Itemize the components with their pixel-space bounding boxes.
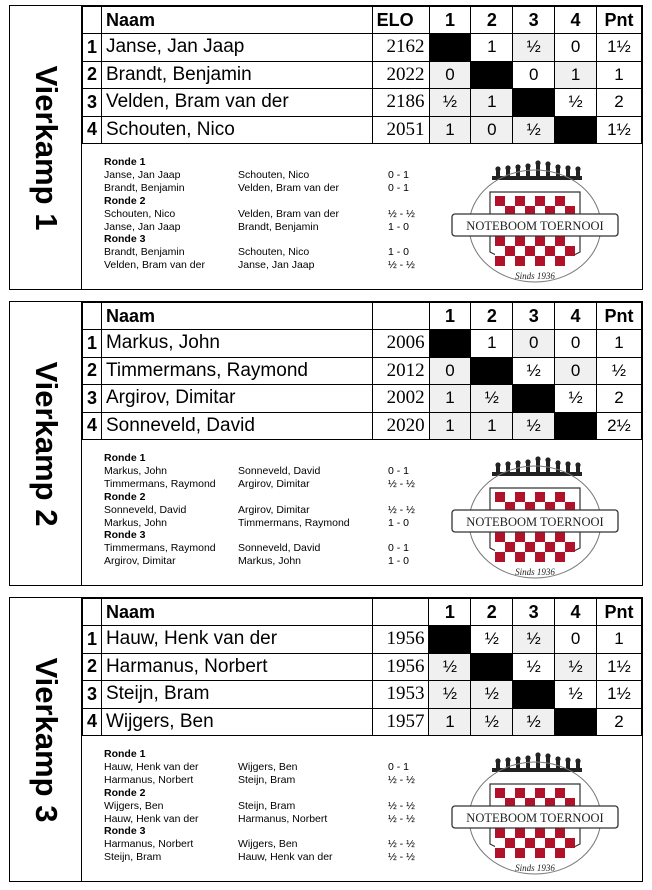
vierkamp-group [9,597,643,882]
pairing-row [104,182,434,195]
result-cell: 0 [555,330,597,358]
black-player: Argirov, Dimitar [238,477,310,490]
player-number: 4 [83,412,102,440]
result-cell: ½ [513,708,555,736]
pairing-row [104,542,434,555]
header-elo: ELO [372,7,429,34]
player-number: 4 [83,708,102,736]
logo-text: NOTEBOOM TOERNOOI [466,219,604,233]
result-cell: ½ [555,385,597,413]
pairing-row [104,465,434,478]
standings-table [82,6,642,144]
header-col-3: 3 [513,7,555,34]
player-points: 1 [597,61,642,89]
result-cell: ½ [429,681,471,709]
round-label: Ronde 2 [104,490,146,503]
result-cell: 1 [429,412,471,440]
black-player: Markus, John [238,555,302,568]
rounds-list [104,156,434,272]
white-player: Harmanus, Norbert [104,838,194,851]
black-player: Steijn, Bram [238,799,296,812]
game-result: ½ - ½ [388,812,415,825]
black-player: Velden, Bram van der [238,181,339,194]
result-cell: ½ [513,34,555,62]
player-number: 4 [83,116,102,144]
player-row [83,34,642,62]
result-cell: 0 [555,34,597,62]
player-number: 2 [83,61,102,89]
black-player: Schouten, Nico [238,246,310,259]
player-number: 1 [83,626,102,654]
rounds-list [104,452,434,568]
white-player: Brandt, Benjamin [104,246,185,259]
player-elo: 1956 [372,653,429,681]
diagonal-cell [429,626,471,654]
result-cell: ½ [429,653,471,681]
header-pnt: Pnt [597,7,642,34]
logo-since: Sinds 1936 [515,271,555,281]
game-result: 0 - 1 [388,464,410,477]
player-elo: 2186 [372,89,429,117]
vierkamp-group [9,5,643,290]
player-number: 3 [83,385,102,413]
header-naam: Naam [101,7,372,34]
pairing-row [104,221,434,234]
result-cell: ½ [429,89,471,117]
diagonal-cell [471,357,513,385]
black-player: Wijgers, Ben [238,760,298,773]
black-player: Argirov, Dimitar [238,503,310,516]
white-player: Brandt, Benjamin [104,181,185,194]
player-points: 1 [596,626,641,654]
game-result: ½ - ½ [388,259,415,272]
logo-text: NOTEBOOM TOERNOOI [466,811,604,825]
player-name: Velden, Bram van der [101,89,372,117]
result-cell: ½ [555,653,597,681]
header-col-2: 2 [471,7,513,34]
white-player: Hauw, Henk van der [104,760,199,773]
result-cell: 1 [429,385,471,413]
diagonal-cell [555,412,597,440]
player-row [83,61,642,89]
game-result: ½ - ½ [388,477,415,490]
round-label: Ronde 2 [104,194,146,207]
result-cell: 0 [513,61,555,89]
white-player: Timmermans, Raymond [104,542,216,555]
player-row [83,681,642,709]
game-result: 1 - 0 [388,555,410,568]
diagonal-cell [429,34,471,62]
player-number: 2 [83,357,102,385]
result-cell: ½ [471,385,513,413]
white-player: Markus, John [104,516,168,529]
player-elo: 2002 [372,385,429,413]
result-cell: ½ [513,653,555,681]
header-col-2: 2 [471,303,513,330]
logo-since: Sinds 1936 [515,567,555,577]
pairing-row [104,504,434,517]
player-elo: 1956 [372,626,429,654]
round-label: Ronde 1 [104,156,146,168]
noteboom-logo [450,452,620,582]
pairing-row [104,259,434,272]
result-cell: 1 [471,330,513,358]
player-elo: 2162 [372,34,429,62]
result-cell: 0 [471,116,513,144]
pairing-row [104,517,434,530]
player-points: 2 [596,708,641,736]
result-cell: 0 [429,357,471,385]
result-cell: ½ [513,412,555,440]
player-name: Wijgers, Ben [101,708,372,736]
white-player: Sonneveld, David [104,503,187,516]
player-elo: 1953 [372,681,429,709]
round-label: Ronde 3 [104,529,146,542]
pairing-row [104,555,434,568]
result-cell: ½ [471,708,513,736]
player-number: 2 [83,653,102,681]
player-elo: 2012 [372,357,429,385]
game-result: ½ - ½ [388,773,415,786]
white-player: Velden, Bram van der [104,259,205,272]
result-cell: 1 [471,34,513,62]
round-label: Ronde 1 [104,452,146,464]
result-cell: ½ [555,681,597,709]
white-player: Steijn, Bram [104,851,162,864]
vierkamp-group [9,301,643,586]
player-elo: 1957 [372,708,429,736]
result-cell: ½ [513,357,555,385]
logo-text: NOTEBOOM TOERNOOI [466,515,604,529]
result-cell: 1 [555,61,597,89]
black-player: Janse, Jan Jaap [238,259,315,272]
player-row [83,653,642,681]
result-cell: ½ [471,681,513,709]
player-name: Markus, John [101,330,372,358]
game-result: ½ - ½ [388,503,415,516]
header-pnt: Pnt [596,303,641,330]
header-naam: Naam [101,599,372,626]
pairing-row [104,800,434,813]
pairing-row [104,246,434,259]
black-player: Brandt, Benjamin [238,220,319,233]
group-title: Vierkamp 2 [29,361,64,527]
pairing-row [104,813,434,826]
player-points: ½ [596,357,641,385]
black-player: Hauw, Henk van der [238,851,333,864]
header-num-cell [83,303,102,330]
standings-table [82,598,642,736]
white-player: Schouten, Nico [104,207,176,220]
black-player: Sonneveld, David [238,464,321,477]
white-player: Harmanus, Norbert [104,773,194,786]
player-points: 2 [597,89,642,117]
game-result: ½ - ½ [388,838,415,851]
white-player: Timmermans, Raymond [104,477,216,490]
game-result: ½ - ½ [388,799,415,812]
player-row [83,708,642,736]
header-naam: Naam [101,303,372,330]
group-side-panel [10,598,82,881]
standings-header-row [83,303,642,330]
group-side-panel [10,302,82,585]
player-elo: 2022 [372,61,429,89]
player-row [83,330,642,358]
game-result: 0 - 1 [388,760,410,773]
result-cell: 0 [513,330,555,358]
game-result: 0 - 1 [388,168,410,181]
standings-header-row [83,7,642,34]
diagonal-cell [513,385,555,413]
diagonal-cell [513,681,555,709]
white-player: Markus, John [104,464,168,477]
pairing-row [104,208,434,221]
player-points: 1½ [597,34,642,62]
standings-header-row [83,599,642,626]
game-result: 1 - 0 [388,516,410,529]
player-elo: 2006 [372,330,429,358]
rounds-list [104,748,434,864]
pairing-row [104,838,434,851]
header-col-2: 2 [471,599,513,626]
result-cell: ½ [471,626,513,654]
diagonal-cell [471,61,513,89]
player-elo: 2020 [372,412,429,440]
white-player: Janse, Jan Jaap [104,220,181,233]
player-name: Steijn, Bram [101,681,372,709]
game-result: 0 - 1 [388,181,410,194]
game-result: 1 - 0 [388,220,410,233]
header-col-4: 4 [555,599,597,626]
header-elo [372,599,429,626]
result-cell: 1 [429,116,471,144]
diagonal-cell [471,653,513,681]
player-name: Argirov, Dimitar [101,385,372,413]
diagonal-cell [555,116,597,144]
round-label: Ronde 3 [104,233,146,246]
header-pnt: Pnt [596,599,641,626]
result-cell: ½ [513,116,555,144]
player-name: Sonneveld, David [101,412,372,440]
player-elo: 2051 [372,116,429,144]
player-row [83,412,642,440]
white-player: Janse, Jan Jaap [104,168,181,181]
header-col-1: 1 [429,599,471,626]
result-cell: 0 [555,357,597,385]
result-cell: ½ [513,626,555,654]
black-player: Harmanus, Norbert [238,812,328,825]
player-row [83,385,642,413]
header-num-cell [83,7,102,34]
round-label: Ronde 1 [104,748,146,760]
logo-since: Sinds 1936 [515,863,555,873]
header-elo [372,303,429,330]
game-result: 1 - 0 [388,246,410,259]
black-player: Velden, Bram van der [238,207,339,220]
white-player: Argirov, Dimitar [104,555,176,568]
header-col-4: 4 [555,7,597,34]
player-number: 1 [83,330,102,358]
header-num-cell [83,599,102,626]
player-row [83,89,642,117]
player-points: 1 [596,330,641,358]
white-player: Wijgers, Ben [104,799,164,812]
diagonal-cell [513,89,555,117]
player-name: Schouten, Nico [101,116,372,144]
result-cell: 1 [471,89,513,117]
player-name: Janse, Jan Jaap [101,34,372,62]
diagonal-cell [555,708,597,736]
player-row [83,116,642,144]
pairing-row [104,761,434,774]
player-name: Brandt, Benjamin [101,61,372,89]
player-number: 3 [83,89,102,117]
header-col-3: 3 [513,599,555,626]
round-label: Ronde 3 [104,825,146,838]
player-points: 2 [596,385,641,413]
black-player: Sonneveld, David [238,542,321,555]
header-col-3: 3 [513,303,555,330]
group-title: Vierkamp 3 [29,657,64,823]
player-name: Timmermans, Raymond [101,357,372,385]
game-result: 0 - 1 [388,542,410,555]
black-player: Timmermans, Raymond [238,516,350,529]
group-side-panel [10,6,82,289]
header-col-1: 1 [429,303,471,330]
player-points: 2½ [596,412,641,440]
player-points: 1½ [596,681,641,709]
result-cell: ½ [555,89,597,117]
player-points: 1½ [597,116,642,144]
black-player: Schouten, Nico [238,168,310,181]
header-col-4: 4 [555,303,597,330]
pairing-row [104,851,434,864]
player-name: Hauw, Henk van der [101,626,372,654]
player-row [83,357,642,385]
game-result: ½ - ½ [388,851,415,864]
result-cell: 1 [471,412,513,440]
player-name: Harmanus, Norbert [101,653,372,681]
result-cell: 1 [429,708,471,736]
black-player: Wijgers, Ben [238,838,298,851]
player-number: 3 [83,681,102,709]
player-row [83,626,642,654]
black-player: Steijn, Bram [238,773,296,786]
result-cell: 0 [429,61,471,89]
pairing-row [104,169,434,182]
white-player: Hauw, Henk van der [104,812,199,825]
noteboom-logo [450,156,620,286]
round-label: Ronde 2 [104,786,146,799]
pairing-row [104,774,434,787]
pairing-row [104,478,434,491]
player-points: 1½ [596,653,641,681]
group-title: Vierkamp 1 [29,65,64,231]
standings-table [82,302,642,440]
diagonal-cell [429,330,471,358]
result-cell: 0 [555,626,597,654]
header-col-1: 1 [429,7,471,34]
noteboom-logo [450,748,620,878]
player-number: 1 [83,34,102,62]
game-result: ½ - ½ [388,207,415,220]
